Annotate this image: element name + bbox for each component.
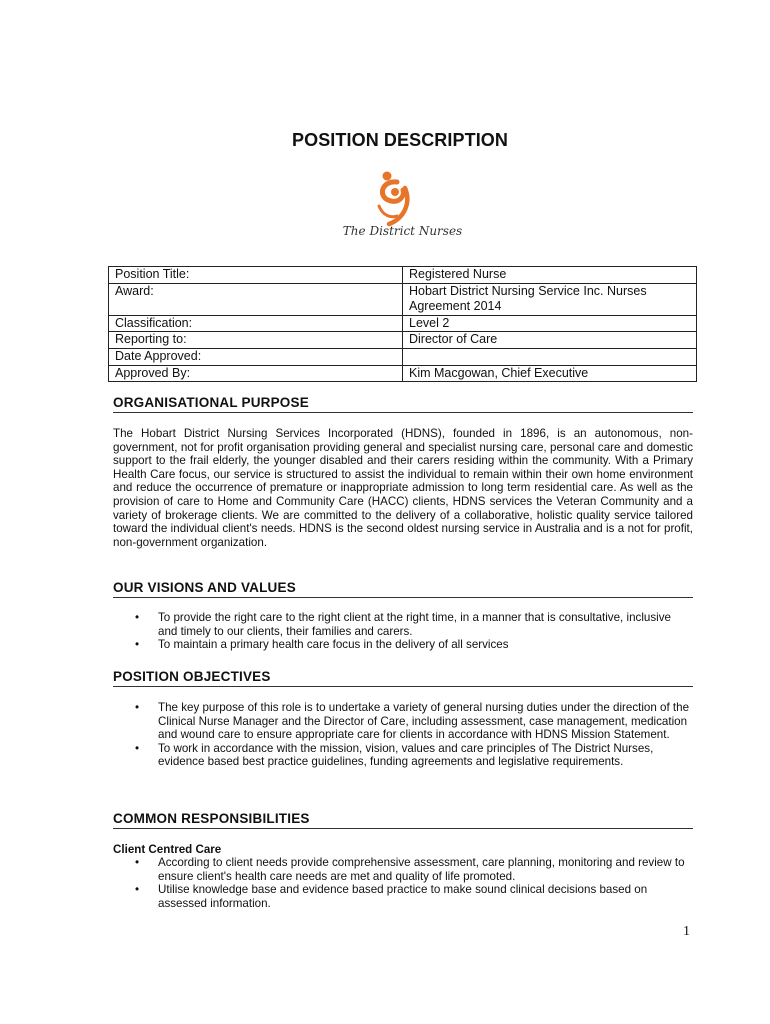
bullet-icon: • — [135, 638, 140, 652]
purpose-paragraph: The Hobart District Nursing Services Incorporated (HDNS), founded in 1896, is an autonomous, non-government, not for profit organisation providing general and specialist nursing care, personal care and domestic support to the frail elderly, the younger disabled and their carers residing within the community. With a Primary Health Care focus, our service is structured to assist the individual to remain within their own home environment and reduce the occurrence of premature or inappropriate admission to long term residential care. As well as the provision of care to Home and Community Care (HACC) clients, HDNS services the Veteran Community and a variety of brokerage clients. We are committed to the delivery of a collaborative, holistic quality service tailored toward the individual client's needs. HDNS is the second oldest nursing service in Australia and is a not for profit, non-government organization. — [113, 427, 693, 549]
table-row — [109, 315, 697, 332]
list-item — [113, 701, 693, 742]
list-item-text: According to client needs provide comprehensive assessment, care planning, monitoring and review to ensure client's health care needs are met and quality of life promoted. — [158, 856, 685, 883]
list-item-text: To work in accordance with the mission, vision, values and care principles of The District Nurses, evidence based best practice guidelines, funding agreements and legislative requirements. — [158, 741, 654, 769]
list-item — [113, 883, 693, 910]
position-objectives-section — [113, 669, 693, 769]
table-row — [109, 365, 697, 382]
bullet-icon: • — [135, 883, 140, 897]
table-cell-label: Date Approved: — [109, 348, 403, 365]
organisational-purpose-section — [113, 395, 693, 549]
table-row — [109, 283, 697, 315]
section-heading: COMMON RESPONSIBILITIES — [113, 811, 693, 829]
table-cell-value: Hobart District Nursing Service Inc. Nurses Agreement 2014 — [403, 283, 697, 315]
subheading: Client Centred Care — [113, 843, 222, 856]
list-item — [113, 638, 693, 652]
table-cell-value: Level 2 — [403, 315, 697, 332]
table-row — [109, 332, 697, 349]
list-item-text: To maintain a primary health care focus in the delivery of all services — [158, 638, 509, 652]
table-cell-label: Position Title: — [109, 267, 403, 284]
table-cell-value — [403, 348, 697, 365]
page-number: 1 — [683, 924, 690, 939]
bullet-icon: • — [135, 856, 140, 869]
table-cell-label: Award: — [109, 283, 403, 315]
page-title: POSITION DESCRIPTION — [291, 130, 509, 150]
section-heading: POSITION OBJECTIVES — [113, 669, 693, 687]
common-responsibilities-section — [113, 811, 693, 910]
table-row — [109, 267, 697, 284]
table-cell-label: Approved By: — [109, 365, 403, 382]
list-item — [113, 856, 693, 883]
position-info-table — [108, 266, 697, 382]
table-cell-label: Classification: — [109, 315, 403, 332]
section-heading: OUR VISIONS AND VALUES — [113, 580, 693, 598]
bullet-icon: • — [135, 701, 140, 714]
list-item — [113, 611, 693, 638]
bullet-icon: • — [135, 611, 140, 624]
list-item-text: Utilise knowledge base and evidence based practice to make sound clinical decisions based on assessed information. — [158, 883, 648, 910]
table-cell-label: Reporting to: — [109, 332, 403, 349]
table-cell-value: Kim Macgowan, Chief Executive — [403, 365, 697, 382]
visions-list — [113, 611, 693, 652]
table-row — [109, 348, 697, 365]
logo-figure-icon — [335, 168, 470, 228]
objectives-list — [113, 701, 693, 769]
bullet-icon: • — [135, 741, 140, 755]
list-item-text: To provide the right care to the right client at the right time, in a manner that is consultative, inclusive and timely to our clients, their families and carers. — [158, 611, 671, 638]
table-cell-value: Director of Care — [403, 332, 697, 349]
section-heading: ORGANISATIONAL PURPOSE — [113, 395, 693, 413]
logo-text: The District Nurses — [342, 224, 463, 238]
list-item-text: The key purpose of this role is to undertake a variety of general nursing duties under the direction of the Clinical Nurse Manager and the Director of Care, including assessment, case management, medication and wound care to ensure appropriate care for clients in accordance with HDNS Mission Statement. — [158, 701, 690, 742]
visions-values-section — [113, 580, 693, 652]
responsibilities-list — [113, 856, 693, 910]
list-item — [113, 742, 693, 769]
district-nurses-logo — [335, 168, 470, 246]
table-cell-value: Registered Nurse — [403, 267, 697, 284]
